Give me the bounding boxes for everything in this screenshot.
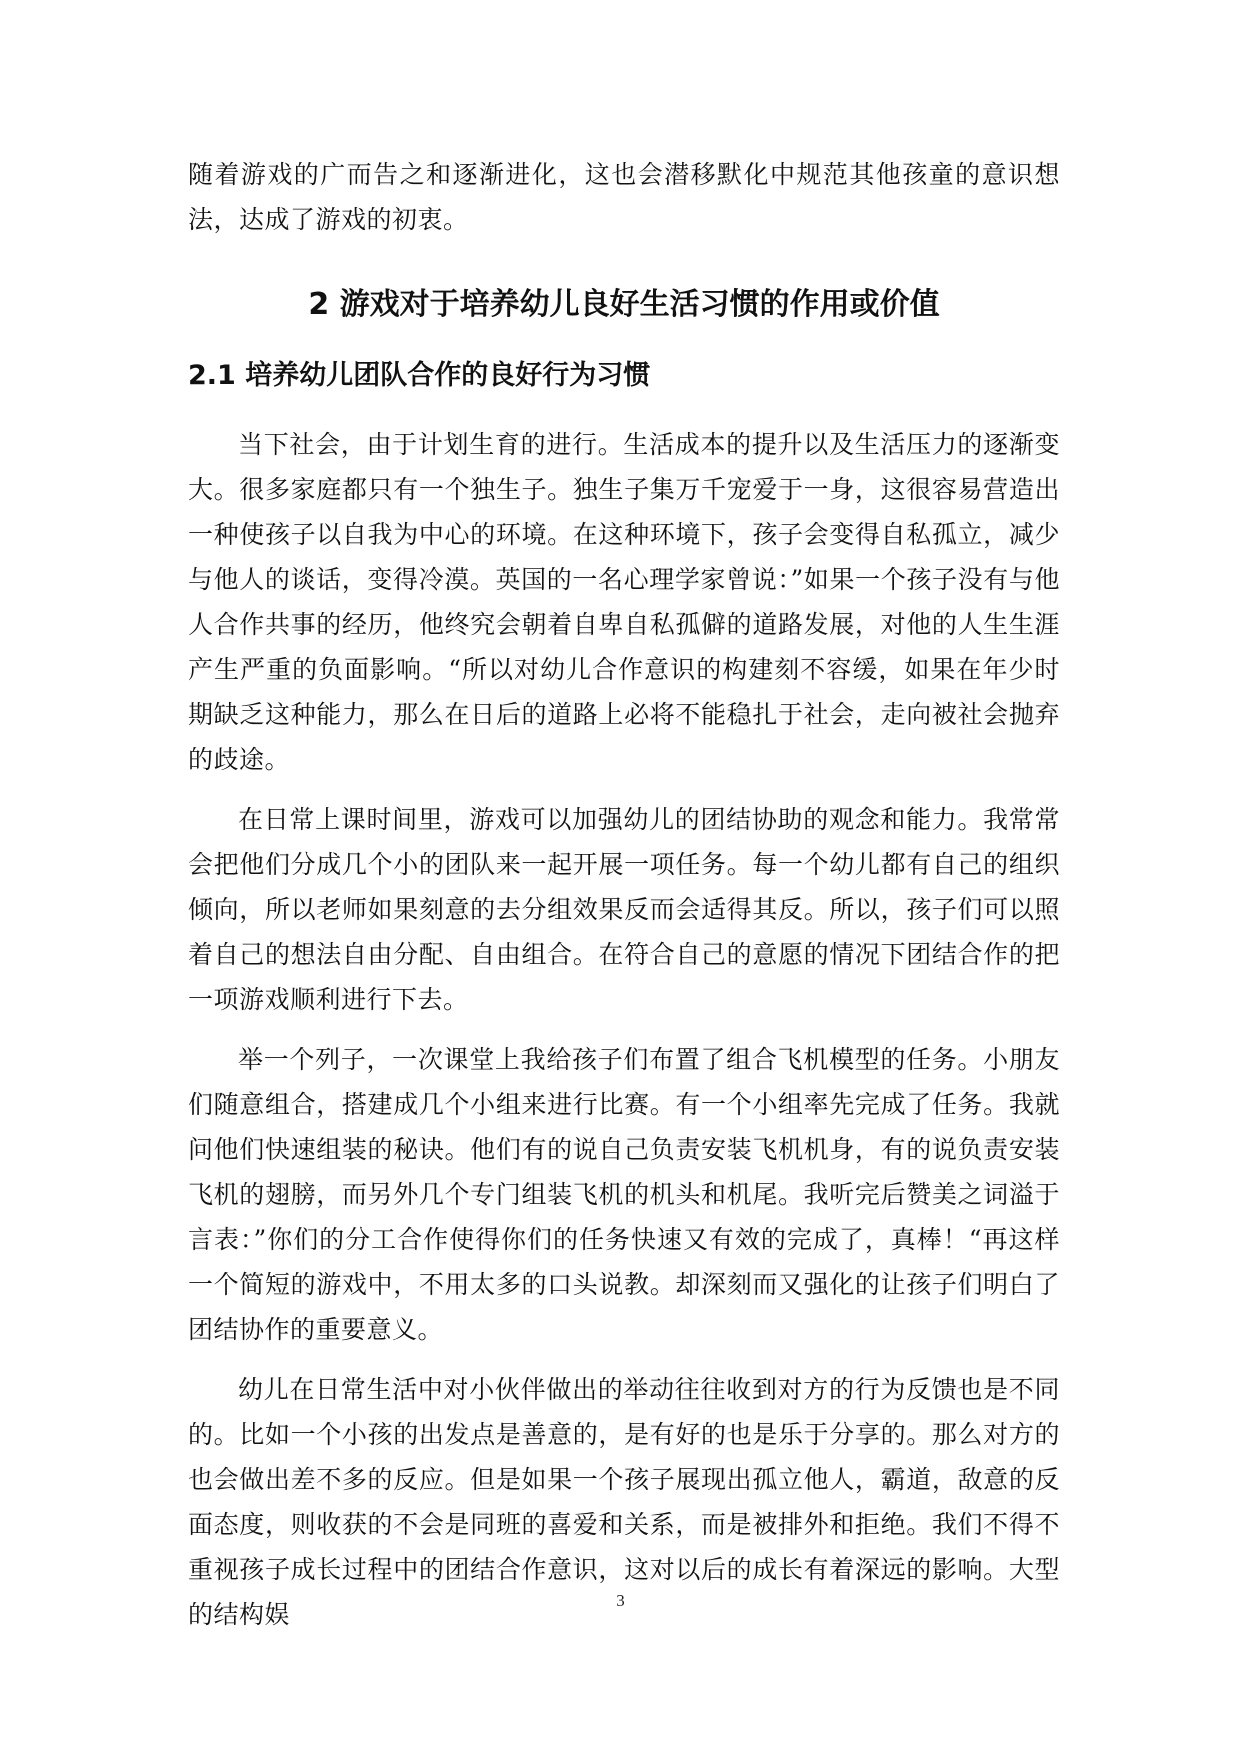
subsection-heading: 2.1 培养幼儿团队合作的良好行为习惯	[188, 360, 651, 391]
section-heading: 2 游戏对于培养幼儿良好生活习惯的作用或价值	[308, 287, 940, 322]
page-number: 3	[616, 1591, 625, 1610]
body-paragraph-4: 幼儿在日常生活中对小伙伴做出的举动往往收到对方的行为反馈也是不同的。比如一个小孩的出发点是善意的，是有好的也是乐于分享的。那么对方的也会做出差不多的反应。但是如果一个孩子展现出孤立他人，霸道，敌意的反面态度，则收获的不会是同班的喜爱和关系，而是被排外和拒绝。我们不得不重视孩子成长过程中的团结合作意识，这对以后的成长有着深远的影响。大型的结构娱	[188, 1375, 1060, 1629]
body-paragraph-1: 当下社会，由于计划生育的进行。生活成本的提升以及生活压力的逐渐变大。很多家庭都只有一个独生子。独生子集万千宠爱于一身，这很容易营造出一种使孩子以自我为中心的环境。在这种环境下，孩子会变得自私孤立，减少与他人的谈话，变得冷漠。英国的一名心理学家曾说：”如果一个孩子没有与他人合作共事的经历，他终究会朝着自卑自私孤僻的道路发展，对他的人生生涯产生严重的负面影响。“所以对幼儿合作意识的构建刻不容缓，如果在年少时期缺乏这种能力，那么在日后的道路上必将不能稳扎于社会，走向被社会抛弃的歧途。	[188, 430, 1060, 774]
body-paragraph-2: 在日常上课时间里，游戏可以加强幼儿的团结协助的观念和能力。我常常会把他们分成几个小的团队来一起开展一项任务。每一个幼儿都有自己的组织倾向，所以老师如果刻意的去分组效果反而会适得其反。所以，孩子们可以照着自己的想法自由分配、自由组合。在符合自己的意愿的情况下团结合作的把一项游戏顺利进行下去。	[188, 805, 1060, 1014]
body-paragraph-3: 举一个列子，一次课堂上我给孩子们布置了组合飞机模型的任务。小朋友们随意组合，搭建成几个小组来进行比赛。有一个小组率先完成了任务。我就问他们快速组装的秘诀。他们有的说自己负责安装飞机机身，有的说负责安装飞机的翅膀，而另外几个专门组装飞机的机头和机尾。我听完后赞美之词溢于言表：”你们的分工合作使得你们的任务快速又有效的完成了，真棒！“再这样一个简短的游戏中，不用太多的口头说教。却深刻而又强化的让孩子们明白了团结协作的重要意义。	[188, 1045, 1060, 1344]
page-content	[188, 152, 1060, 1637]
intro-paragraph: 随着游戏的广而告之和逐渐进化，这也会潜移默化中规范其他孩童的意识想法，达成了游戏的初衷。	[188, 160, 1060, 234]
